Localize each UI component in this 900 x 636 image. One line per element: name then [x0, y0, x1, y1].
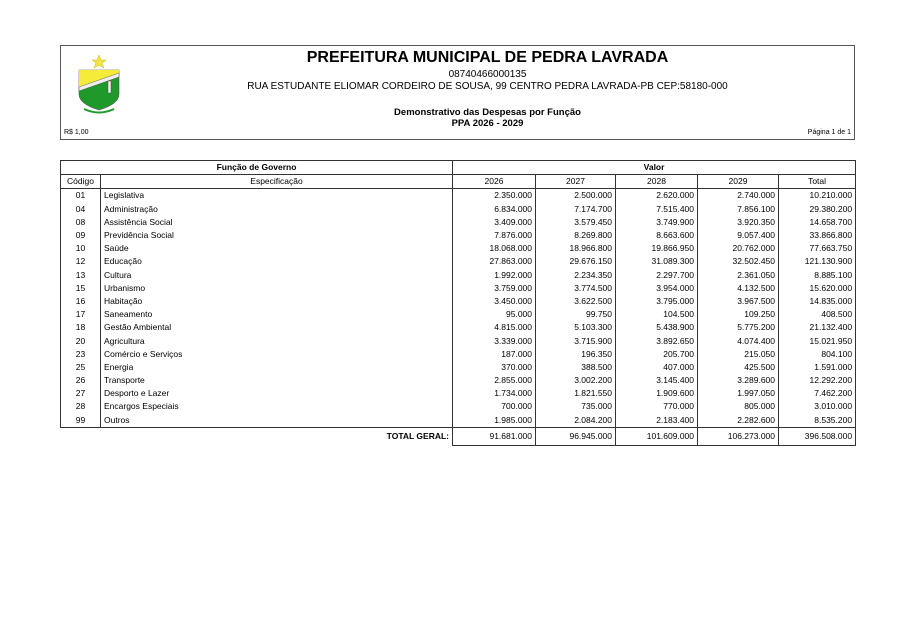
cell-specification: Outros — [101, 414, 453, 428]
cell-total: 33.866.800 — [779, 229, 856, 242]
cell-specification: Desporto e Lazer — [101, 387, 453, 400]
cell-2029: 4.132.500 — [698, 282, 779, 295]
cell-code: 08 — [61, 216, 101, 229]
cell-specification: Transporte — [101, 374, 453, 387]
table-row — [61, 203, 856, 216]
cell-2026: 27.863.000 — [453, 255, 536, 268]
cell-total: 14.658.700 — [779, 216, 856, 229]
cell-specification: Legislativa — [101, 189, 453, 203]
cell-2028: 5.438.900 — [616, 321, 698, 334]
cell-specification: Energia — [101, 361, 453, 374]
cell-specification: Administração — [101, 203, 453, 216]
cell-total: 7.462.200 — [779, 387, 856, 400]
cell-2027: 29.676.150 — [536, 255, 616, 268]
cell-2027: 388.500 — [536, 361, 616, 374]
cell-2028: 3.892.650 — [616, 334, 698, 347]
cell-2027: 2.500.000 — [536, 189, 616, 203]
cell-2026: 4.815.000 — [453, 321, 536, 334]
cell-specification: Assistência Social — [101, 216, 453, 229]
cell-code: 09 — [61, 229, 101, 242]
cell-code: 04 — [61, 203, 101, 216]
cell-2027: 7.174.700 — [536, 203, 616, 216]
cell-2028: 8.663.600 — [616, 229, 698, 242]
cell-total: 29.380.200 — [779, 203, 856, 216]
group-header-value: Valor — [453, 161, 856, 175]
cell-2027: 735.000 — [536, 400, 616, 413]
table-row — [61, 348, 856, 361]
cell-specification: Encargos Especiais — [101, 400, 453, 413]
cell-2026: 3.450.000 — [453, 295, 536, 308]
cell-code: 12 — [61, 255, 101, 268]
cell-total: 3.010.000 — [779, 400, 856, 413]
cell-2028: 205.700 — [616, 348, 698, 361]
cell-specification: Comércio e Serviços — [101, 348, 453, 361]
cell-2027: 2.234.350 — [536, 269, 616, 282]
cell-2029: 5.775.200 — [698, 321, 779, 334]
column-header-2029: 2029 — [698, 175, 779, 189]
cell-2026: 2.350.000 — [453, 189, 536, 203]
expenses-by-function-table — [60, 160, 856, 446]
cell-2027: 3.774.500 — [536, 282, 616, 295]
cell-2028: 7.515.400 — [616, 203, 698, 216]
cell-2028: 104.500 — [616, 308, 698, 321]
total-2026: 91.681.000 — [453, 427, 536, 445]
table-row — [61, 387, 856, 400]
cell-2027: 3.002.200 — [536, 374, 616, 387]
cell-total: 15.021.950 — [779, 334, 856, 347]
cell-2028: 2.183.400 — [616, 414, 698, 428]
cell-code: 20 — [61, 334, 101, 347]
cell-specification: Previdência Social — [101, 229, 453, 242]
address: RUA ESTUDANTE ELIOMAR CORDEIRO DE SOUSA, 99 CENTRO PEDRA LAVRADA-PB CEP:58180-000 — [247, 81, 728, 92]
cell-total: 10.210.000 — [779, 189, 856, 203]
table-row — [61, 282, 856, 295]
cell-2026: 1.734.000 — [453, 387, 536, 400]
cell-2029: 3.289.600 — [698, 374, 779, 387]
table-row — [61, 400, 856, 413]
table-row — [61, 361, 856, 374]
total-2028: 101.609.000 — [616, 427, 698, 445]
cell-2028: 407.000 — [616, 361, 698, 374]
table-row — [61, 321, 856, 334]
cell-2027: 1.821.550 — [536, 387, 616, 400]
cell-2029: 425.500 — [698, 361, 779, 374]
cell-code: 17 — [61, 308, 101, 321]
cell-total: 408.500 — [779, 308, 856, 321]
cell-2026: 2.855.000 — [453, 374, 536, 387]
cell-2026: 3.759.000 — [453, 282, 536, 295]
cell-2028: 3.145.400 — [616, 374, 698, 387]
column-header-2028: 2028 — [616, 175, 698, 189]
cell-2028: 19.866.950 — [616, 242, 698, 255]
cell-2029: 2.740.000 — [698, 189, 779, 203]
column-header-total: Total — [779, 175, 856, 189]
column-header-code: Código — [61, 175, 101, 189]
cell-total: 121.130.900 — [779, 255, 856, 268]
cell-2026: 3.339.000 — [453, 334, 536, 347]
cell-2027: 99.750 — [536, 308, 616, 321]
cell-2026: 700.000 — [453, 400, 536, 413]
total-2029: 106.273.000 — [698, 427, 779, 445]
cell-2026: 1.985.000 — [453, 414, 536, 428]
report-organization-title: PREFEITURA MUNICIPAL DE PEDRA LAVRADA — [306, 49, 669, 66]
cell-2029: 4.074.400 — [698, 334, 779, 347]
report-header — [60, 45, 855, 140]
cnpj: 08740466000135 — [448, 69, 527, 80]
cell-2026: 6.834.000 — [453, 203, 536, 216]
column-header-2026: 2026 — [453, 175, 536, 189]
total-grand: 396.508.000 — [779, 427, 856, 445]
cell-code: 27 — [61, 387, 101, 400]
table-row — [61, 255, 856, 268]
cell-2028: 3.749.900 — [616, 216, 698, 229]
cell-2029: 2.282.600 — [698, 414, 779, 428]
cell-code: 28 — [61, 400, 101, 413]
cell-2029: 2.361.050 — [698, 269, 779, 282]
cell-2029: 20.762.000 — [698, 242, 779, 255]
cell-code: 16 — [61, 295, 101, 308]
cell-code: 15 — [61, 282, 101, 295]
cell-2026: 1.992.000 — [453, 269, 536, 282]
cell-total: 21.132.400 — [779, 321, 856, 334]
cell-code: 10 — [61, 242, 101, 255]
cell-2028: 2.297.700 — [616, 269, 698, 282]
cell-code: 26 — [61, 374, 101, 387]
currency-unit: R$ 1,00 — [64, 129, 89, 136]
table-row — [61, 189, 856, 203]
cell-total: 8.535.200 — [779, 414, 856, 428]
cell-total: 804.100 — [779, 348, 856, 361]
table-row — [61, 216, 856, 229]
cell-code: 13 — [61, 269, 101, 282]
group-header-function: Função de Governo — [61, 161, 453, 175]
cell-code: 01 — [61, 189, 101, 203]
page-number: Página 1 de 1 — [807, 129, 851, 136]
cell-2029: 109.250 — [698, 308, 779, 321]
table-row — [61, 229, 856, 242]
cell-2029: 1.997.050 — [698, 387, 779, 400]
cell-specification: Saúde — [101, 242, 453, 255]
total-2027: 96.945.000 — [536, 427, 616, 445]
cell-2026: 18.068.000 — [453, 242, 536, 255]
total-label: TOTAL GERAL: — [101, 427, 453, 445]
cell-specification: Habitação — [101, 295, 453, 308]
cell-2027: 8.269.800 — [536, 229, 616, 242]
cell-2026: 3.409.000 — [453, 216, 536, 229]
cell-2026: 370.000 — [453, 361, 536, 374]
table-row — [61, 242, 856, 255]
cell-total: 14.835.000 — [779, 295, 856, 308]
cell-specification: Urbanismo — [101, 282, 453, 295]
cell-specification: Gestão Ambiental — [101, 321, 453, 334]
report-period: PPA 2026 - 2029 — [451, 118, 524, 129]
cell-2028: 3.795.000 — [616, 295, 698, 308]
cell-2027: 196.350 — [536, 348, 616, 361]
cell-2029: 215.050 — [698, 348, 779, 361]
table-row — [61, 308, 856, 321]
cell-2028: 3.954.000 — [616, 282, 698, 295]
cell-2026: 7.876.000 — [453, 229, 536, 242]
cell-total: 12.292.200 — [779, 374, 856, 387]
column-header-specification: Especificação — [101, 175, 453, 189]
table-row — [61, 295, 856, 308]
cell-2028: 2.620.000 — [616, 189, 698, 203]
cell-specification: Agricultura — [101, 334, 453, 347]
cell-code: 99 — [61, 414, 101, 428]
cell-total: 1.591.000 — [779, 361, 856, 374]
cell-2027: 5.103.300 — [536, 321, 616, 334]
cell-2026: 95.000 — [453, 308, 536, 321]
cell-2029: 3.967.500 — [698, 295, 779, 308]
cell-2028: 770.000 — [616, 400, 698, 413]
cell-specification: Educação — [101, 255, 453, 268]
cell-2028: 31.089.300 — [616, 255, 698, 268]
cell-2029: 32.502.450 — [698, 255, 779, 268]
total-row — [61, 427, 856, 445]
blank-cell — [61, 427, 101, 445]
report-title: Demonstrativo das Despesas por Função — [394, 107, 581, 118]
table-row — [61, 269, 856, 282]
column-header-2027: 2027 — [536, 175, 616, 189]
cell-2028: 1.909.600 — [616, 387, 698, 400]
cell-2029: 3.920.350 — [698, 216, 779, 229]
cell-total: 15.620.000 — [779, 282, 856, 295]
cell-code: 23 — [61, 348, 101, 361]
cell-2029: 9.057.400 — [698, 229, 779, 242]
cell-total: 8.885.100 — [779, 269, 856, 282]
cell-2029: 7.856.100 — [698, 203, 779, 216]
cell-2027: 3.622.500 — [536, 295, 616, 308]
table-row — [61, 334, 856, 347]
cell-2029: 805.000 — [698, 400, 779, 413]
cell-code: 25 — [61, 361, 101, 374]
cell-code: 18 — [61, 321, 101, 334]
cell-2027: 3.715.900 — [536, 334, 616, 347]
cell-2027: 18.966.800 — [536, 242, 616, 255]
cell-2026: 187.000 — [453, 348, 536, 361]
table-row — [61, 414, 856, 428]
table-row — [61, 374, 856, 387]
cell-total: 77.663.750 — [779, 242, 856, 255]
cell-2027: 3.579.450 — [536, 216, 616, 229]
cell-2027: 2.084.200 — [536, 414, 616, 428]
cell-specification: Saneamento — [101, 308, 453, 321]
cell-specification: Cultura — [101, 269, 453, 282]
